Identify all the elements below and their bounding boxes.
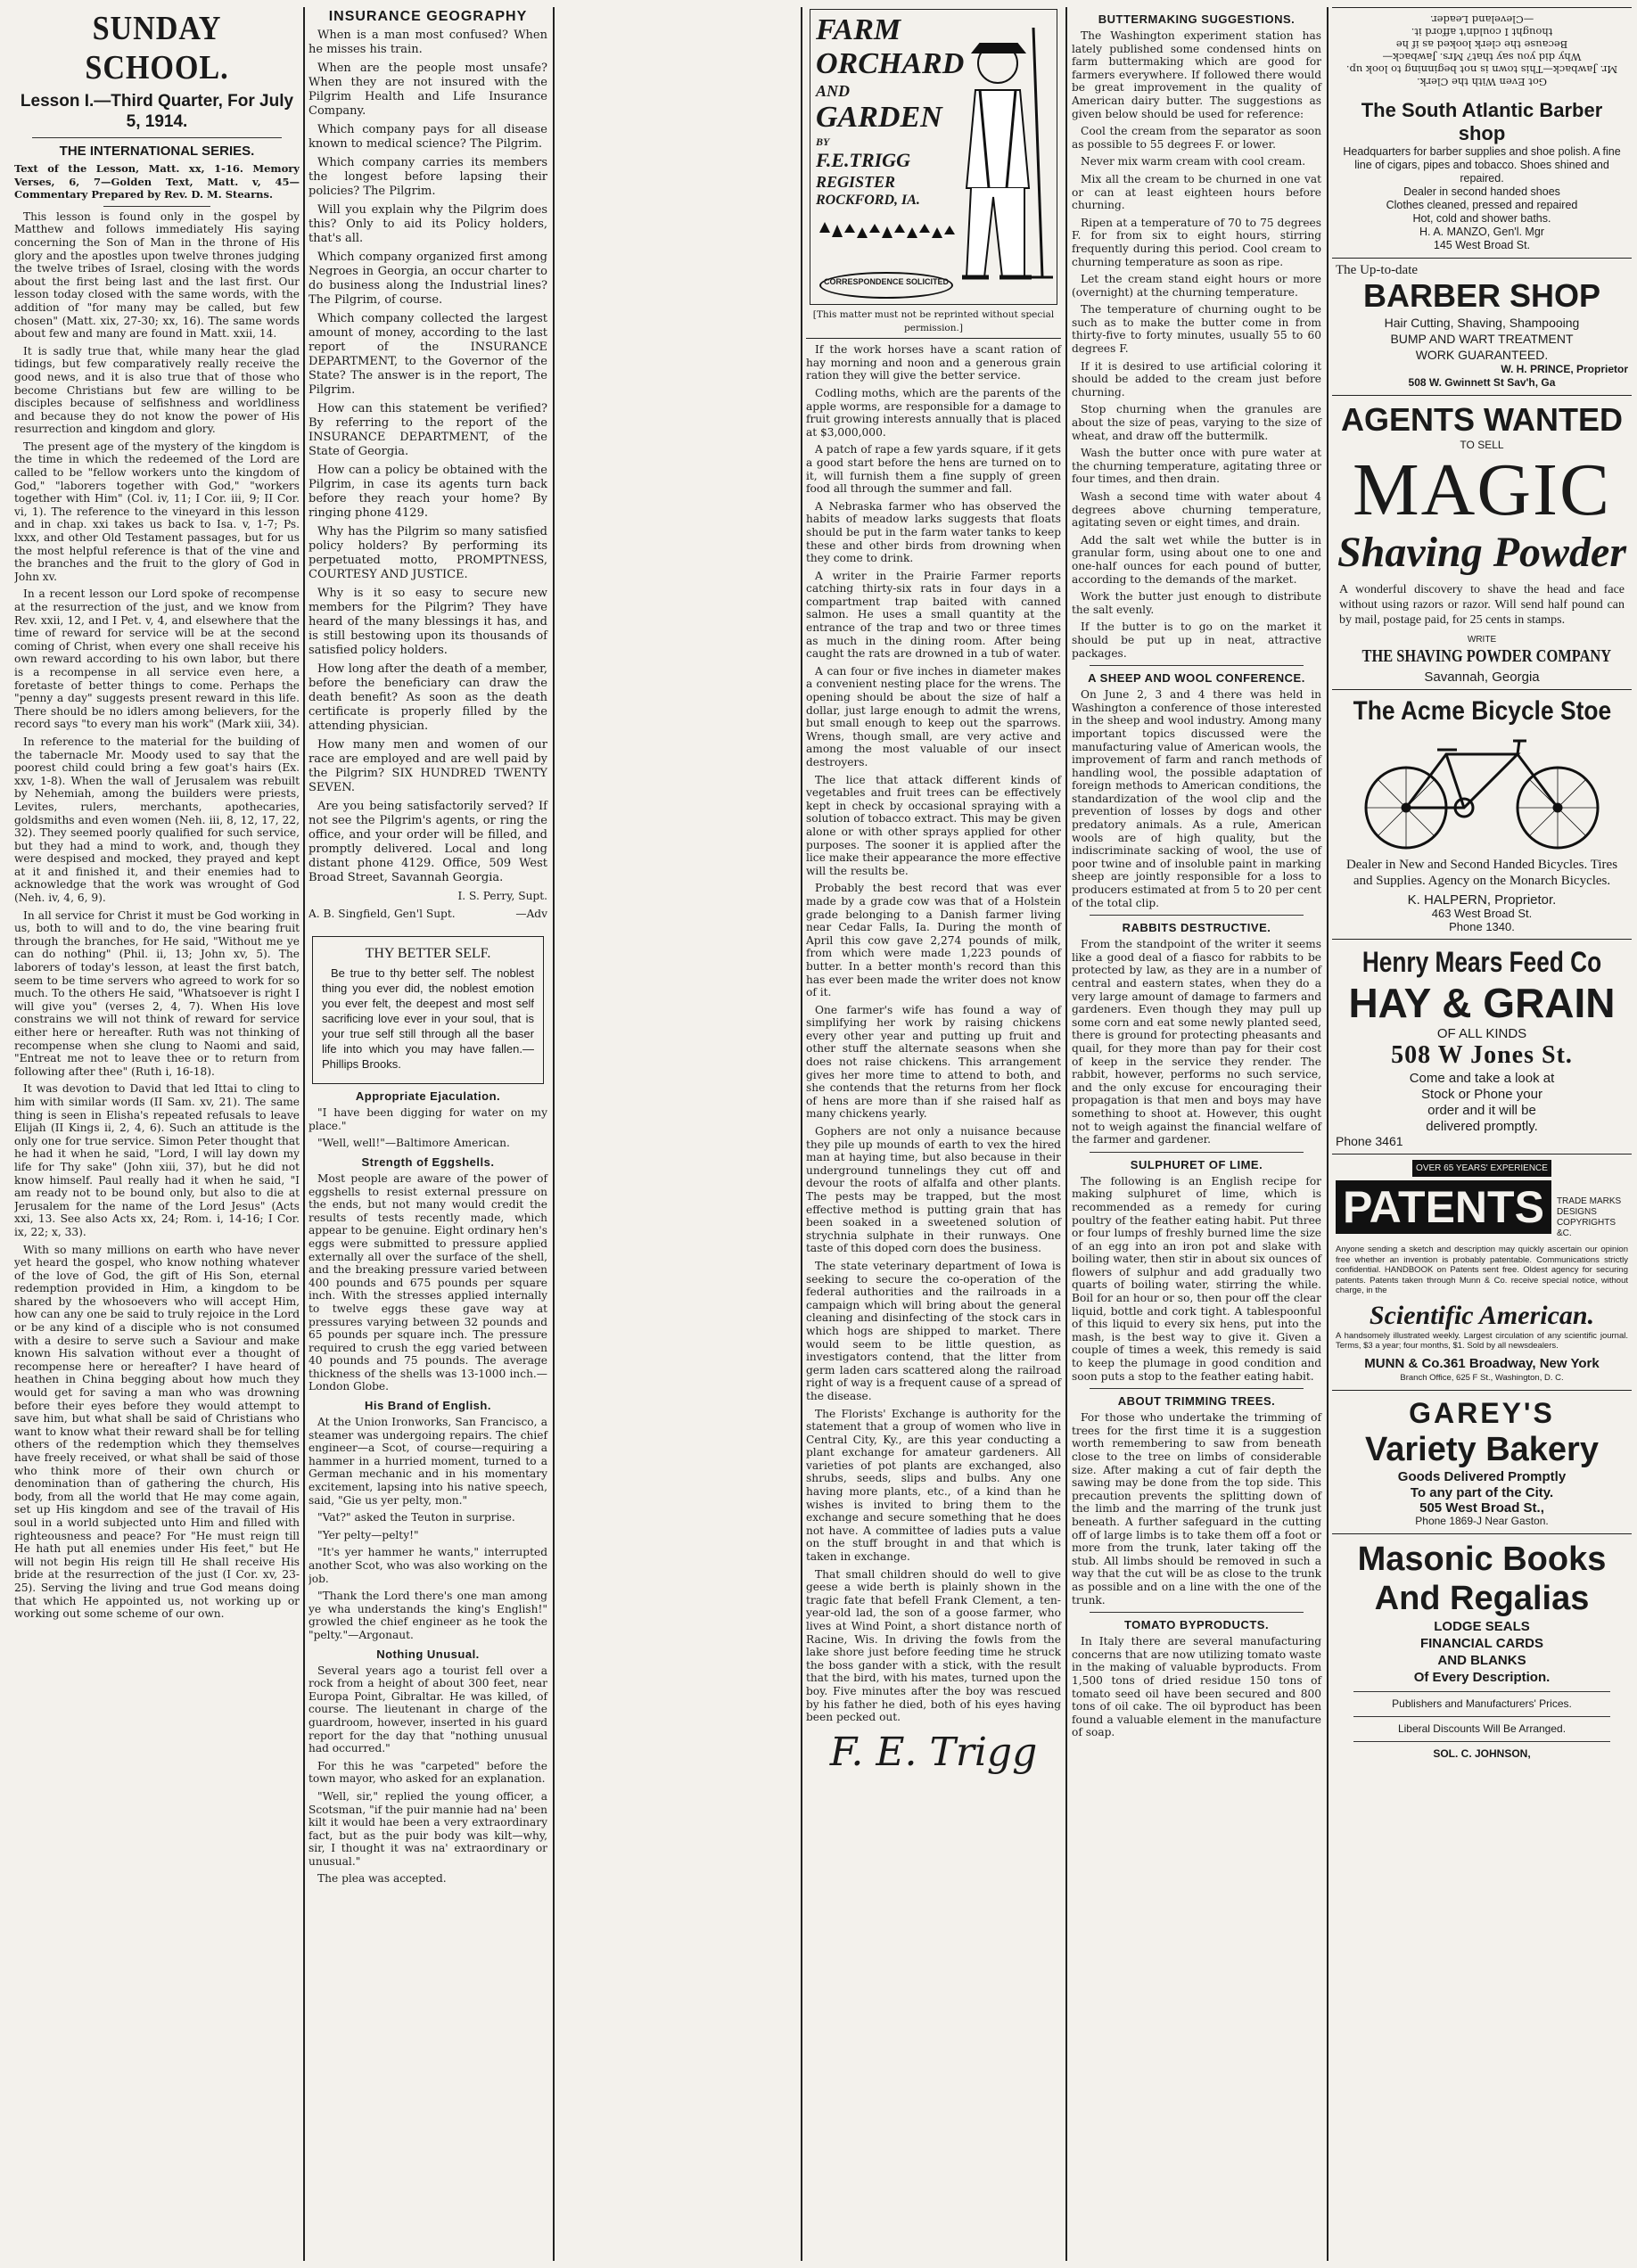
munn-address: MUNN & Co.361 Broadway, New York [1364, 1355, 1600, 1371]
insurance-paragraph: Which company organized first among Negroes in Georgia, an occur charter to do business along the Industrial lines? The Pilgrim, of course. [308, 251, 547, 307]
column-rule [553, 7, 555, 2261]
brand-title: His Brand of English. [365, 1399, 491, 1413]
upside-down-line: Why did you say that? Mrs. Jawback— [1382, 51, 1582, 63]
logo-line: REGISTER [816, 173, 896, 191]
divider [32, 137, 282, 138]
masonic-line: Of Every Description. [1413, 1669, 1551, 1685]
insurance-paragraph: How can this statement be verified? By referring to the report of the INSURANCE DEPARTMENT, of the State of Georgia. [308, 402, 547, 458]
bakery-lines [1336, 1469, 1628, 1501]
masonic-prices: Publishers and Manufacturers' Prices. [1392, 1697, 1572, 1710]
insurance-article [308, 29, 547, 885]
brand-paragraph: "Vat?" asked the Teuton in surprise. [317, 1511, 515, 1524]
insurance-paragraph: Why is it so easy to secure new members for the Pilgrim? They have heard of the many blessings it has, and is still bestowing upon its thousands of satisfied policy holders. [308, 587, 547, 657]
feed-line: Come and take a look at [1409, 1071, 1555, 1086]
tomato-text: In Italy there are several manufacturing concerns that are now utilizing tomato waste in the making of valuable byproducts. From 1,500 tons of dried residue 150 tons of tomato seed oil have been secured and 800 tons of oil cake. The oil byproduct has been found a valuable element in the manufacture of soap. [1072, 1635, 1321, 1739]
rabbits-text: From the standpoint of the writer it seems like a good deal of a fiasco for rabbits to be protected by law, as they are in a number of central and eastern states, when they do a very large amount of damage to farmers and gardeners. Even though they may pull up some corn and eat some newly planted seed, there is ground for protecting pheasants and quail, for they more than pay for their cost of keep in the service they render. The rabbit, however, performs no such service, and the only excuse for encouraging their propagation is that men and boys may have something to shoot at. However, this ought not to weigh against the financial welfare of the farmer and gardener. [1072, 938, 1321, 1146]
magic-description: A wonderful discovery to shave the head and face without using razors or razor. Will send half pound can by mail, postage paid, for 25 cents in stamps. [1339, 583, 1625, 627]
buttermaking-paragraph: Mix all the cream to be churned in one vat or can at least eighteen hours before churning. [1072, 172, 1321, 212]
divider [1090, 1612, 1304, 1613]
trees-title: ABOUT TRIMMING TREES. [1117, 1394, 1276, 1409]
acme-address: 463 West Broad St. [1431, 907, 1533, 920]
unusual-title: Nothing Unusual. [376, 1647, 480, 1661]
column-rule [1327, 7, 1329, 2261]
magic-title: MAGIC [1352, 448, 1611, 531]
brand-paragraph: "Thank the Lord there's one man among ye wha understands the king's English!" growled the chief engineer as he took the "pelty."—Argonaut. [308, 1590, 547, 1641]
prince-address: 508 W. Gwinnett St Sav'h, Ga [1408, 376, 1556, 389]
south-atlantic-line: Headquarters for barber supplies and shoe polish. A fine line of cigars, pipes and tobacco. Shoes shined and repaired. [1343, 145, 1621, 185]
better-self-box [312, 936, 544, 1084]
buttermaking-paragraph: The Washington experiment station has lately published some condensed hints on farm buttermaking which are good for farmers everywhere. If followed there would be great improvement in the quality of American dairy butter. The suggestions as given below should be used for reference: [1072, 29, 1321, 120]
patents-title: PATENTS [1336, 1180, 1551, 1234]
acme-bicycle-ad [1332, 690, 1632, 940]
eggshells-title: Strength of Eggshells. [361, 1155, 495, 1169]
halpern-proprietor: K. HALPERN, Proprietor. [1407, 892, 1557, 908]
barber-shop-line: BUMP AND WART TREATMENT [1390, 332, 1574, 346]
brand-paragraph: "It's yer hammer he wants," interrupted another Scot, who was also working on the job. [308, 1546, 547, 1585]
barber-shop-line: WORK GUARANTEED. [1415, 348, 1549, 362]
bakery-line: To any part of the City. [1410, 1484, 1554, 1500]
tomato-title: TOMATO BYPRODUCTS. [1123, 1618, 1270, 1632]
patents-header [1336, 1160, 1628, 1177]
farm-logo-text [816, 13, 965, 210]
to-sell-label: TO SELL [1460, 439, 1504, 451]
insurance-title: INSURANCE GEOGRAPHY [328, 9, 528, 24]
buttermaking-paragraph: If it is desired to use artificial coloring it should be added to the cream just before churning. [1072, 359, 1321, 399]
buttermaking-text [1072, 29, 1321, 660]
rake-icon [1033, 28, 1042, 277]
write-label: WRITE [1467, 635, 1497, 645]
farm-logo [810, 9, 1057, 305]
better-self-text: Be true to thy better self. The noblest thing you ever did, the noblest emotion you ever felt, the deepest and most self sacrificing love ever in your soul, that is your true self still through all the baser life into which you may have fallen.—Phillips Brooks. [322, 966, 534, 1072]
upside-down-lines [1336, 13, 1628, 88]
ejaculation-text [308, 1106, 547, 1150]
acme-description: Dealer in New and Second Handed Bicycles. Tires and Supplies. Agency on the Monarch Bicycles. [1345, 858, 1618, 888]
series-heading: THE INTERNATIONAL SERIES. [59, 144, 255, 159]
insurance-paragraph: Which company pays for all disease known to medical science? The Pilgrim. [308, 123, 547, 151]
trigg-signature: F. E. Trigg [829, 1729, 1038, 1775]
logo-line: F.E.TRIGG [816, 149, 910, 171]
divider [1353, 1741, 1610, 1742]
garey-title: GAREY'S [1409, 1396, 1555, 1429]
lesson-commentary [14, 210, 300, 1621]
insurance-paragraph: When are the people most unsafe? When they are not insured with the Pilgrim Health and Life Insurance Company. [308, 62, 547, 118]
lesson-paragraph: In a recent lesson our Lord spoke of recompense at the resurrection of the just, and we know from Rev. xxii, 12, and I Pet. v, 4, and elsewhere that the time of reward for service will be at the second coming of Christ, when every one shall receive his own reward according to his own labor, but there is a recompense in all service even here, a foretaste of better things to come. Perhaps the "penny a day" suggests present reward in this life. There should be no idlers among believers, for the record says "to every man his work" (Mark xiii, 34). [14, 588, 300, 731]
henry-mears-title: Henry Mears Feed Co [1361, 946, 1602, 978]
masonic-line: FINANCIAL CARDS [1419, 1635, 1544, 1651]
masonic-owner: SOL. C. JOHNSON, [1433, 1746, 1531, 1760]
farm-left-subcolumn [806, 7, 1061, 1780]
sunday-school-title: SUNDAY SCHOOL. [85, 10, 229, 86]
henry-mears-feed-ad [1332, 940, 1632, 1155]
unusual-text [308, 1664, 547, 1886]
feed-address: 508 W Jones St. [1391, 1041, 1573, 1069]
masonic-books-title: Masonic Books [1357, 1540, 1607, 1578]
divider [1353, 1716, 1610, 1717]
south-atlantic-line: 145 West Broad St. [1433, 239, 1531, 251]
lesson-paragraph: In reference to the material for the building of the tabernacle Mr. Moody used to say that the poorest child could bring a few goat's hairs (Ex. xxv, 1-8). When the wall of Jerusalem was rebuilt by Nehemiah, among the builders were priests, Levites, rulers, merchants, apothecaries, goldsmiths and even women (Neh. iii, 8, 12, 17, 22, 32). They seemed poorly qualified for such service, but they had a mind to work, and, though they were despised and mocked, they prayed and kept at it and finished it, and their enemies had to acknowledge that the work was wrought of God (Neh. iv, 4, 6, 9). [14, 735, 300, 905]
buttermaking-title: BUTTERMAKING SUGGESTIONS. [1098, 12, 1296, 26]
sunday-school-column [14, 7, 300, 2261]
buttermaking-paragraph: Never mix warm cream with cool cream. [1081, 155, 1306, 168]
farm-note-paragraph: The lice that attack different kinds of vegetables and fruit trees can be effectively kept in check by occasional spraying with a solution of tobacco extract. This may be given alone or with other sprays applied for other purposes. The sooner it is applied after the lice make their appearance the more effective will the results be. [806, 773, 1061, 877]
garey-bakery-ad [1332, 1391, 1632, 1534]
logo-lines [816, 13, 965, 210]
feed-phone: Phone 3461 [1336, 1134, 1403, 1148]
logo-line: GARDEN [816, 101, 942, 134]
better-self-title: THY BETTER SELF. [365, 946, 491, 962]
barber-shop-title: BARBER SHOP [1362, 277, 1601, 314]
farm-note-paragraph: A can four or five inches in diameter makes a convenient nesting place for the wrens. The opening should be about the size of half a dollar, just large enough to admit the wrens, but small enough to keep out the sparrows. Wrens, though small, are very active and among the most valuable of our insect destroyers. [806, 664, 1061, 768]
lesson-text-reference: Text of the Lesson, Matt. xx, 1-16. Memory Verses, 6, 7—Golden Text, Matt. v, 45—Commentary Prepared by Rev. D. M. Stearns. [14, 162, 300, 201]
bakery-phone: Phone 1869-J Near Gaston. [1415, 1514, 1549, 1527]
patents-right-line: COPYRIGHTS &C. [1556, 1218, 1616, 1238]
lesson-heading: Lesson I.—Third Quarter, For July 5, 1914. [20, 92, 294, 131]
trees-text: For those who undertake the trimming of trees for the first time it is a suggestion worth remembering to saw from beneath close to the tree on limbs of considerable size. After making a cut of fair depth the sawing may be done from the top side. This precaution prevents the splitting down of the limb and the marring of the trunk just beneath. A further safeguard in the cutting off of large limbs is to take them off a foot or more from the trunk, later taking off the stub. All limbs should be removed in such a way that the cut will be as close to the trunk as possible and on a line with the one of the trunk. [1072, 1411, 1321, 1606]
south-atlantic-barber-ad [1332, 94, 1632, 259]
upside-down-line: Because the clerk looked as if he [1395, 38, 1568, 51]
buttermaking-paragraph: Wash the butter once with pure water at the churning temperature, agitating three or four times, and then drain. [1072, 447, 1321, 486]
farm-note-paragraph: A patch of rape a few yards square, if it gets a good start before the hens are turned on to it, will furnish them a fine supply of green food all through the summer and fall. [806, 443, 1061, 496]
scientific-american-text: A handsomely illustrated weekly. Largest circulation of any scientific journal. Terms, $3 a year; four months, $1. Sold by all newsdealers. [1336, 1330, 1628, 1351]
patents-description: Anyone sending a sketch and description may quickly ascertain our opinion free whether an invention is probably patentable. Communications strictly confidential. HANDBOOK on Patents sent free. Oldest agency for securing patents. Patents taken through Munn & Co. receive special notice, without charge, in the [1336, 1245, 1628, 1295]
eggshells-text: Most people are aware of the power of eggshells to resist external pressure on the ends, but not many would credit the results of tests recently made, which appear to be genuine. Eight ordinary hen's eggs were submitted to pressure applied externally all over the surface of the shell, and the breaking pressure varied between 400 pounds and 675 pounds per square inch. With the stresses applied internally to twelve eggs these gave way at pressures varying between 32 pounds and 65 pounds per square inch. The pressure required to crush the egg varied between 40 pounds and 75 pounds. The average thickness of the shells was 13-1000 inch.—London Globe. [308, 1171, 547, 1393]
insurance-paragraph: Why has the Pilgrim so many satisfied policy holders? By performing its perpetuated motto, PROMPTNESS, COURTESY AND JUSTICE. [308, 525, 547, 581]
lesson-paragraph: With so many millions on earth who have never yet heard the gospel, who know nothing whatever of the love of God, the gift of His Son, eternal redemption provided in Him, a kingdom to be shared by the whosoevers who will accept Him, how can any one be said to truly rejoice in the Lord or be any kind of a disciple who is not consumed with a desire to serve such a Saviour and make known His salvation without ever a thought of recompense here or hereafter? I have heard of heathen in China begging about how much they would get for saving a man who was drowning before their eyes before they would attempt to save him, but what shall be said of Christians who want to know what their reward shall be for telling others of the redemption which they themselves have freely received, or what shall be said of those who think more of their own church or denomination than of gathering the church, His body, from all the world that He may come again, set up His kingdom and see of the travail of His soul in a world subjected unto Him and filled with righteousness and peace? For "He must reign till He hath put all enemies under His feet," but He will not begin His reign till He shall receive His bride at the resurrection of the just (I Cor. xv, 23-25). Serving the living and true God means doing that which He appointed us, not working up or working out some scheme of our own. [14, 1243, 300, 1621]
logo-line: FARM [816, 13, 901, 46]
insurance-paragraph: Which company collected the largest amount of money, according to the last report of the INSURANCE DEPARTMENT, to the Governor of the State? The answer is in the report, The Pilgrim. [308, 312, 547, 397]
bakery-line: Goods Delivered Promptly [1397, 1468, 1567, 1484]
reprint-notice: [This matter must not be reprinted without special permission.] [806, 308, 1061, 339]
south-atlantic-line: Hot, cold and shower baths. [1412, 212, 1551, 225]
barber-shop-lines [1336, 315, 1628, 363]
buttermaking-paragraph: Work the butter just enough to distribute the salt evenly. [1072, 590, 1321, 616]
sheep-text: On June 2, 3 and 4 there was held in Washington a conference of those interested in the sheep and wool industry. Among many important topics discussed were the manufacturing value of American wools, the improvement of farm and ranch methods of handling wool, the possible adaptation of foreign methods to American conditions, the standardization of the wool clip and the prevention of losses by dogs and other predatory animals. As a rule, American wools are of high quality, but the indiscriminate sacking of wool, the use of poor twine and of insoluble paint in marking sheep are jointly responsible for a loss to producers estimated at from 5 to 20 per cent of the total clip. [1072, 688, 1321, 909]
south-atlantic-title: The South Atlantic Barber shop [1361, 99, 1603, 144]
patents-right-line: DESIGNS [1556, 1207, 1597, 1217]
feed-lines [1336, 1071, 1628, 1135]
unusual-paragraph: "Well, sir," replied the young officer, a Scotsman, "if the puir mannie had na' been kilt it would hae been a very extraordinary fact, but as the puir body was kilt—why, sir, I thought it was na' extraordinary or unusual." [308, 1789, 547, 1868]
top-rule-strip [0, 0, 1637, 7]
upside-down-line: Got Even With the Clerk. [1416, 76, 1548, 88]
hay-and-grain-title: HAY & GRAIN [1348, 980, 1616, 1026]
south-atlantic-lines [1336, 145, 1628, 252]
farm-note-paragraph: One farmer's wife has found a way of simplifying her work by raising chickens every other year and putting up fruit and other stuff the alternate seasons when she does not raise chickens. This arrangement gives her more time to attend to both, and she contends that the returns from her flock of hens are more than if she raised half as many chickens yearly. [806, 1003, 1061, 1121]
feed-line: order and it will be [1427, 1103, 1536, 1118]
regalias-title: And Regalias [1374, 1579, 1590, 1617]
buttermaking-paragraph: Wash a second time with water about 4 degrees above churning temperature, agitating seven or eight times, and drain. [1072, 490, 1321, 530]
ejaculation-paragraph: "I have been digging for water on my place." [308, 1106, 547, 1132]
south-atlantic-line: H. A. MANZO, Gen'l. Mgr [1419, 226, 1544, 238]
column-rule [303, 7, 305, 2261]
farm-notes [806, 343, 1061, 1724]
ejaculation-paragraph: "Well, well!"—Baltimore American. [317, 1137, 510, 1150]
up-to-date-barber-ad [1332, 259, 1632, 396]
insurance-paragraph: Will you explain why the Pilgrim does this? Only to aid its Policy holders, that's all. [308, 203, 547, 245]
unusual-paragraph: For this he was "carpeted" before the town mayor, who asked for an explanation. [308, 1759, 547, 1786]
divider [1090, 1152, 1304, 1153]
buttermaking-paragraph: The temperature of churning ought to be such as to make the butter come in from thirty-five to forty minutes, usually 55 to 60 degrees F. [1072, 303, 1321, 356]
correspondence-badge: CORRESPONDENCE SOLICITED [819, 272, 953, 299]
south-atlantic-line: Dealer in second handed shoes [1403, 185, 1560, 198]
insurance-subcolumn [308, 7, 547, 1890]
adv-label: —Adv [515, 907, 547, 920]
savannah-georgia: Savannah, Georgia [1424, 670, 1540, 685]
insurance-paragraph: Which company carries its members the longest before lapsing their policies? The Pilgrim. [308, 156, 547, 198]
lime-text: The following is an English recipe for making sulphuret of lime, which is recommended as a remedy for curing poultry of the feather eating habit. Put three or four lumps of freshly burned lime the size of an egg into an iron pot and slake with boiling water, then stir in about six ounces of flowers of sulphur and add gradually two quarts of boiling water, stirring the while. Boil for an hour or so, then pour off the clear liquid, bottle and cork tight. A tablespoonful of this liquid to every six hens, put into the mash, is the best way to give it. Given a couple of times a week, this remedy is said to keep the plumage in good condition and soon puts a stop to the feather eating habit. [1072, 1174, 1321, 1383]
upside-down-line: Mr. Jawback—This town is not beginning to look up. [1345, 63, 1618, 76]
insurance-paragraph: Are you being satisfactorily served? If not see the Pilgrim's agents, or ring the office, and your order will be filled, and promptly delivered. Local and long distant phone 4129. Office, 509 West Broad Street, Savannah Georgia. [308, 800, 547, 884]
masonic-lines [1336, 1618, 1628, 1686]
lesson-paragraph: In all service for Christ it must be God working in us, both to will and to do, the vine bearing fruit through the branches, for He said, "Without me ye can do nothing" (Phil. ii, 13; John xv, 5). The laborers of today's lesson, at least the first batch, seem to be time servers who agreed to work for so much. To the others He said, "Whatsoever is right I will give you" (verses 2, 4, 7). When His love constrains we will not think of reward for service either here or hereafter. Ruth was not thinking of recompense when she clung to Naomi and said, "Entreat me not to leave thee or to return from following after thee" (Ruth i, 16-18). [14, 908, 300, 1078]
unusual-paragraph: Several years ago a tourist fell over a rock from a height of about 300 feet, near Europa Point, Gibraltar. He was killed, of course. The lieutenant in charge of the guardroom, however, inserted in his guard report for the day that "nothing unusual had occurred." [308, 1664, 547, 1755]
divider [1090, 665, 1304, 666]
scientific-american-title: Scientific American. [1369, 1300, 1595, 1330]
patents-right-line: TRADE MARKS [1556, 1196, 1622, 1206]
lesson-paragraph: It is sadly true that, while many hear the glad tidings, but few comparatively really receive the good news, and it is also true that of those who become Christians but few are willing to be disciples because of selfishness and worldliness and because they do not know the power of His resurrection and kingdom and glory. [14, 344, 300, 436]
ads-column [1332, 7, 1632, 2261]
acme-bicycle-title: The Acme Bicycle Stoe [1353, 696, 1612, 726]
logo-line: AND [816, 82, 851, 100]
farm-note-paragraph: If the work horses have a scant ration of hay morning and noon and a generous grain ration they will give the better service. [806, 343, 1061, 382]
lesson-paragraph: The present age of the mystery of the kingdom is the time in which the redeemed of the Lord are called to be "fellow workers unto the kingdom of God," "laborers together with God," "workers together with Him" (Col. iv, 11; I Cor. iii, 9; II Cor. vi, 1). The reference to the vineyard in this lesson and in chap. xxi takes us back to Isa. v, 1-7; Ps. lxxx, and other Old Testament passages, but for us the most helpful reference is that of the vine and the branches and the fruit to the glory of God in John xv. [14, 440, 300, 583]
sheep-title: A SHEEP AND WOOL CONFERENCE. [1088, 671, 1305, 686]
patents-right-lines [1557, 1180, 1628, 1239]
logo-line: ROCKFORD, IA. [816, 193, 920, 208]
farm-column [806, 7, 1323, 2261]
upside-down-joke [1332, 7, 1632, 94]
farm-note-paragraph: Codling moths, which are the parents of the apple worms, are responsible for a damage to fruit growing interests annually that is placed at $3,000,000. [806, 386, 1061, 439]
divider [1090, 1388, 1304, 1389]
insurance-and-misc-column [308, 7, 797, 2261]
farm-right-subcolumn [1072, 7, 1321, 1744]
insurance-signature-1: I. S. Perry, Supt. [457, 890, 547, 902]
ejaculation-title: Appropriate Ejaculation. [355, 1089, 501, 1104]
lesson-paragraph: It was devotion to David that led Ittai to cling to him with similar words (II Sam. xv, 21). The same thing is seen in Elisha's repeated refusals to leave Elijah (II Kings ii, 2, 4, 6). Such an attitude is the only one for true service. Simon Peter thought that he had it when he said, "Lord, I will lay down my life for Thy sake" (John xiii, 37), but he did not know himself. Paul really had it when he said, "I am ready not to be bound only, but also to die at Jerusalem for the name of the Lord Jesus" (Acts xxi, 13. See also Acts xx, 24; Rom. i, 14-16; I Cor. ix, 22; x, 33). [14, 1082, 300, 1238]
divider [1090, 915, 1304, 916]
acme-phone: Phone 1340. [1449, 920, 1515, 933]
south-atlantic-line: Clothes cleaned, pressed and repaired [1386, 199, 1578, 211]
lesson-paragraph: This lesson is found only in the gospel by Matthew and follows immediately His saying concerning the Son of Man in the throne of His glory and the apostles upon twelve thrones judging the twelve tribes of Israel, closing with the words about the first being last and the last first. Our lesson today closed with the same words, with the addition of "for many may be called, but few chosen" (Matt. xix, 27-30; xx, 16). The same words about few and many are found in Matt. xxii, 14. [14, 210, 300, 341]
lime-title: SULPHURET OF LIME. [1130, 1157, 1263, 1171]
buttermaking-paragraph: If the butter is to go on the market it should be put up in neat, attractive packages. [1072, 620, 1321, 660]
insurance-signature-2: A. B. Singfield, Gen'l Supt. —Adv [308, 907, 547, 920]
brand-text [308, 1416, 547, 1642]
feed-line: Stock or Phone your [1421, 1087, 1542, 1102]
masonic-books-ad [1332, 1534, 1632, 1766]
buttermaking-paragraph: Add the salt wet while the butter is in granular form, using about one to one and one-half ounces for each pound of butter, according to the demands of the market. [1072, 533, 1321, 586]
barber-shop-line: Hair Cutting, Shaving, Shampooing [1384, 316, 1580, 330]
patents-ad [1332, 1155, 1632, 1391]
upside-down-line: thought I couldn't afford it. [1411, 26, 1553, 38]
feed-line: delivered promptly. [1426, 1119, 1538, 1134]
bakery-address: 505 West Broad St., [1419, 1500, 1544, 1516]
buttermaking-paragraph: Ripen at a temperature of 70 to 75 degrees F. for from six to eight hours, stirring frequently during this period. Cool cream to churning temperature as soon as ripe. [1072, 216, 1321, 268]
rabbits-title: RABBITS DESTRUCTIVE. [1122, 921, 1271, 935]
divider [103, 206, 210, 207]
insurance-paragraph: How long after the death of a member, before the beneficiary can draw the death benefit? As soon as the death certificate is properly filled by the attending physician. [308, 662, 547, 733]
variety-bakery-title: Variety Bakery [1365, 1430, 1599, 1468]
unusual-paragraph: The plea was accepted. [317, 1872, 447, 1886]
prince-proprietor: W. H. PRINCE, Proprietor [1501, 363, 1628, 375]
farm-note-paragraph: Probably the best record that was ever made by a grade cow was that of a Holstein grade belonging to a Danish farmer living near Cedar Falls, Ia. During the month of April this cow gave 2,274 pounds of milk, from which were made 1,223 pounds of butter. In a better month's record than this has ever been made the writer does not know of it. [806, 882, 1061, 999]
brand-paragraph: "Yer pelty—pelty!" [317, 1528, 419, 1541]
buttermaking-paragraph: Let the cream stand eight hours or more (overnight) at the churning temperature. [1072, 273, 1321, 299]
patents-years-badge: OVER 65 YEARS' EXPERIENCE [1412, 1160, 1551, 1177]
insurance-paragraph: How many men and women of our race are employed and are well paid by the Pilgrim? SIX HUNDRED TWENTY SEVEN. [308, 738, 547, 794]
shaving-powder-company: THE SHAVING POWDER COMPANY [1361, 646, 1612, 666]
bicycle-icon [1348, 727, 1616, 852]
logo-line: ORCHARD [816, 47, 965, 80]
insurance-paragraph: How can a policy be obtained with the Pilgrim, in case its agents turn back before they reach your home? By ringing phone 4129. [308, 464, 547, 520]
column-rule [1065, 7, 1067, 2261]
farm-note-paragraph: A writer in the Prairie Farmer reports catching thirty-six rats in four days in a compartment trap baited with canned salmon. He uses a small quantity at the entrance of the trap and two or three times as much in the dining room. After being caught the rats are drowned in a tub of water. [806, 569, 1061, 661]
column-rule [801, 7, 802, 2261]
all-kinds-label: OF ALL KINDS [1436, 1026, 1527, 1041]
buttermaking-paragraph: Cool the cream from the separator as soon as possible to 55 degrees F. or lower. [1072, 125, 1321, 151]
logo-line: BY [816, 136, 830, 148]
masonic-line: AND BLANKS [1437, 1652, 1526, 1668]
farm-note-paragraph: The state veterinary department of Iowa is seeking to secure the co-operation of the federal authorities and the railroads in a campaign which will bring about the general cleaning and disinfecting of the stock cars in which hogs are shipped to market. There would seem to be little question, as investigators contend, that the litter from germ laden cars scattered along the railroad right of way is a frequent cause of a spread of the disease. [806, 1259, 1061, 1402]
patents-title-row [1336, 1180, 1628, 1239]
farm-note-paragraph: Gophers are not only a nuisance because they pile up mounds of earth to vex the hired man at haying time, but also because in their underground tunnelings they cut off and devour the roots of alfalfa and other plants. The pests may be trapped, but the most effective method is putting grain that has been soaked in a sweetened solution of strychnia sulphate in their runways. One taste of this doped corn does the business. [806, 1125, 1061, 1255]
munn-branch: Branch Office, 625 F St., Washington, D. C. [1400, 1372, 1564, 1383]
masonic-discount: Liberal Discounts Will Be Arranged. [1397, 1722, 1567, 1735]
insurance-paragraph: When is a man most confused? When he misses his train. [308, 29, 547, 56]
farm-note-paragraph: That small children should do well to give geese a wide berth is plainly shown in the tragic fate that befell Frank Clement, a ten-year-old lad, the son of a goose farmer, who lives at Wind Point, a short distance north of Racine, Wis. In driving the fowls from the lake shore just before feeding time he struck the boss gander with a stick, with the result that the bird, with his mates, turned upon the boy. Five minutes after the boy was rescued by his father he died, both of his eyes having been pecked out. [806, 1567, 1061, 1724]
magic-shaving-powder-ad [1332, 396, 1632, 690]
masonic-line: LODGE SEALS [1434, 1618, 1530, 1634]
brand-paragraph: At the Union Ironworks, San Francisco, a steamer was undergoing repairs. The chief engineer—a Scot, of course—requiring a hammer in a hurried moment, turned to a German mechanic and in his momentary excitement, lapsing into his native speech, said, "Gie us yer pelty, mon." [308, 1416, 547, 1507]
farm-note-paragraph: The Florists' Exchange is authority for the statement that a group of women who live in Central City, Ky., are this year conducting a plant exchange for amateur gardeners. All varieties of pot plants are exchanged, also shrubs, seeds, slips and bulbs. Any one having more plants, etc., of a kind than he wishes is invited to bring them to the exchange and secure something that he does not have. A committee of ladies puts a value on the stuff brought in and that which is taken in exchange. [806, 1407, 1061, 1564]
buttermaking-paragraph: Stop churning when the granules are about the size of peas, varying to the size of wheat, and draw off the buttermilk. [1072, 403, 1321, 442]
divider [1353, 1691, 1610, 1692]
upside-down-line: —Cleveland Leader. [1429, 13, 1534, 26]
shaving-powder-title: Shaving Powder [1337, 529, 1627, 576]
agents-wanted-title: AGENTS WANTED [1340, 401, 1623, 438]
up-to-date-label: The Up-to-date [1336, 263, 1419, 277]
farm-note-paragraph: A Nebraska farmer who has observed the habits of meadow larks suggests that floats should be put in the farm water tanks to keep these and other birds from drowning when they come to drink. [806, 499, 1061, 565]
